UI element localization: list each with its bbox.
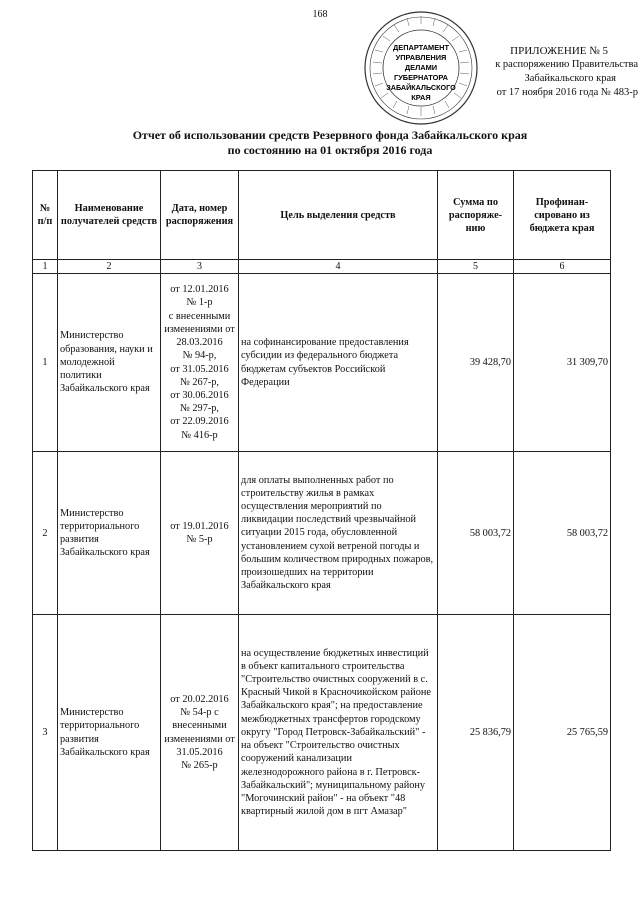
row-order: от 19.01.2016 № 5-р (161, 452, 239, 615)
column-number: 6 (514, 260, 611, 274)
report-table (32, 170, 611, 851)
header-amount: Сумма по распоряже-нию (438, 171, 514, 260)
appendix-line-3: Забайкальского края (524, 73, 616, 84)
row-amount: 39 428,70 (438, 274, 514, 452)
row-financed: 31 309,70 (514, 274, 611, 452)
report-title-line-2: по состоянию на 01 октября 2016 года (227, 143, 433, 157)
header-financed: Профинан-сировано из бюджета края (514, 171, 611, 260)
column-number: 1 (33, 260, 58, 274)
stamp-line-6: КРАЯ (411, 93, 431, 102)
table-header-row (33, 171, 611, 260)
table-row (33, 274, 611, 452)
table-row (33, 615, 611, 851)
row-goal: на софинансирование предоставления субсидии из федерального бюджета бюджетам субъектов Российской Федерации (239, 274, 438, 452)
row-order: от 20.02.2016 № 54-р с внесенными изменениями от 31.05.2016 № 265-р (161, 615, 239, 851)
row-num: 1 (33, 274, 58, 452)
appendix-line-4: от 17 ноября 2016 года № 483-р (496, 87, 638, 98)
stamp-line-1: ДЕПАРТАМЕНТ (393, 43, 449, 52)
appendix-line-2: к распоряжению Правительства (495, 59, 638, 70)
row-amount: 25 836,79 (438, 615, 514, 851)
header-order: Дата, номер распоряжения (161, 171, 239, 260)
stamp-line-3: ДЕЛАМИ (404, 63, 438, 72)
row-goal: на осуществление бюджетных инвестиций в объект капитального строительства "Строительство очистных сооружений в с. Красный Чикой в Красночикойском районе Забайкальского края"; на предоставление межбюджетных трансфертов городскому округу "Город Петровск-Забайкальский" - на объект "Строительство очистных сооружений канализации железнодорожного района в г. Петровск-Забайкальский"; муниципальному району "Могочинский район" - на объект "48 квартирный жилой дом в пгт Амазар" (239, 615, 438, 851)
column-number: 2 (58, 260, 161, 274)
header-recipient: Наименование получателей средств (58, 171, 161, 260)
column-number: 3 (161, 260, 239, 274)
page-number: 168 (312, 9, 328, 20)
row-order: от 12.01.2016 № 1-р с внесенными изменениями от 28.03.2016 № 94-р, от 31.05.2016 № 267-р, от 30.06.2016 № 297-р, от 22.09.2016 № 416-р (161, 274, 239, 452)
row-recipient: Министерство территориального развития Забайкальского края (58, 615, 161, 851)
appendix-title: ПРИЛОЖЕНИЕ № 5 (510, 45, 608, 57)
header-goal: Цель выделения средств (239, 171, 438, 260)
stamp-line-4: ГУБЕРНАТОРА (394, 73, 448, 82)
row-amount: 58 003,72 (438, 452, 514, 615)
row-recipient: Министерство территориального развития Забайкальского края (58, 452, 161, 615)
stamp-line-2: УПРАВЛЕНИЯ (395, 53, 447, 62)
row-financed: 25 765,59 (514, 615, 611, 851)
row-recipient: Министерство образования, науки и молодежной политики Забайкальского края (58, 274, 161, 452)
table-row (33, 452, 611, 615)
row-goal: для оплаты выполненных работ по строительству жилья в рамках осуществления мероприятий по ликвидации последствий чрезвычайной ситуации 2015 года, обусловленной установлением сухой ветреной погоды и большим количеством природных пожаров, произошедших на территории Забайкальского края (239, 452, 438, 615)
appendix-block (462, 44, 638, 100)
column-number-row (33, 260, 611, 274)
row-num: 3 (33, 615, 58, 851)
column-number: 5 (438, 260, 514, 274)
header-num: № п/п (33, 171, 58, 260)
report-title (0, 128, 640, 158)
column-number: 4 (239, 260, 438, 274)
row-financed: 58 003,72 (514, 452, 611, 615)
stamp-line-5: ЗАБАЙКАЛЬСКОГО (386, 83, 456, 92)
report-title-line-1: Отчет об использовании средств Резервного фонда Забайкальского края (132, 128, 528, 142)
row-num: 2 (33, 452, 58, 615)
